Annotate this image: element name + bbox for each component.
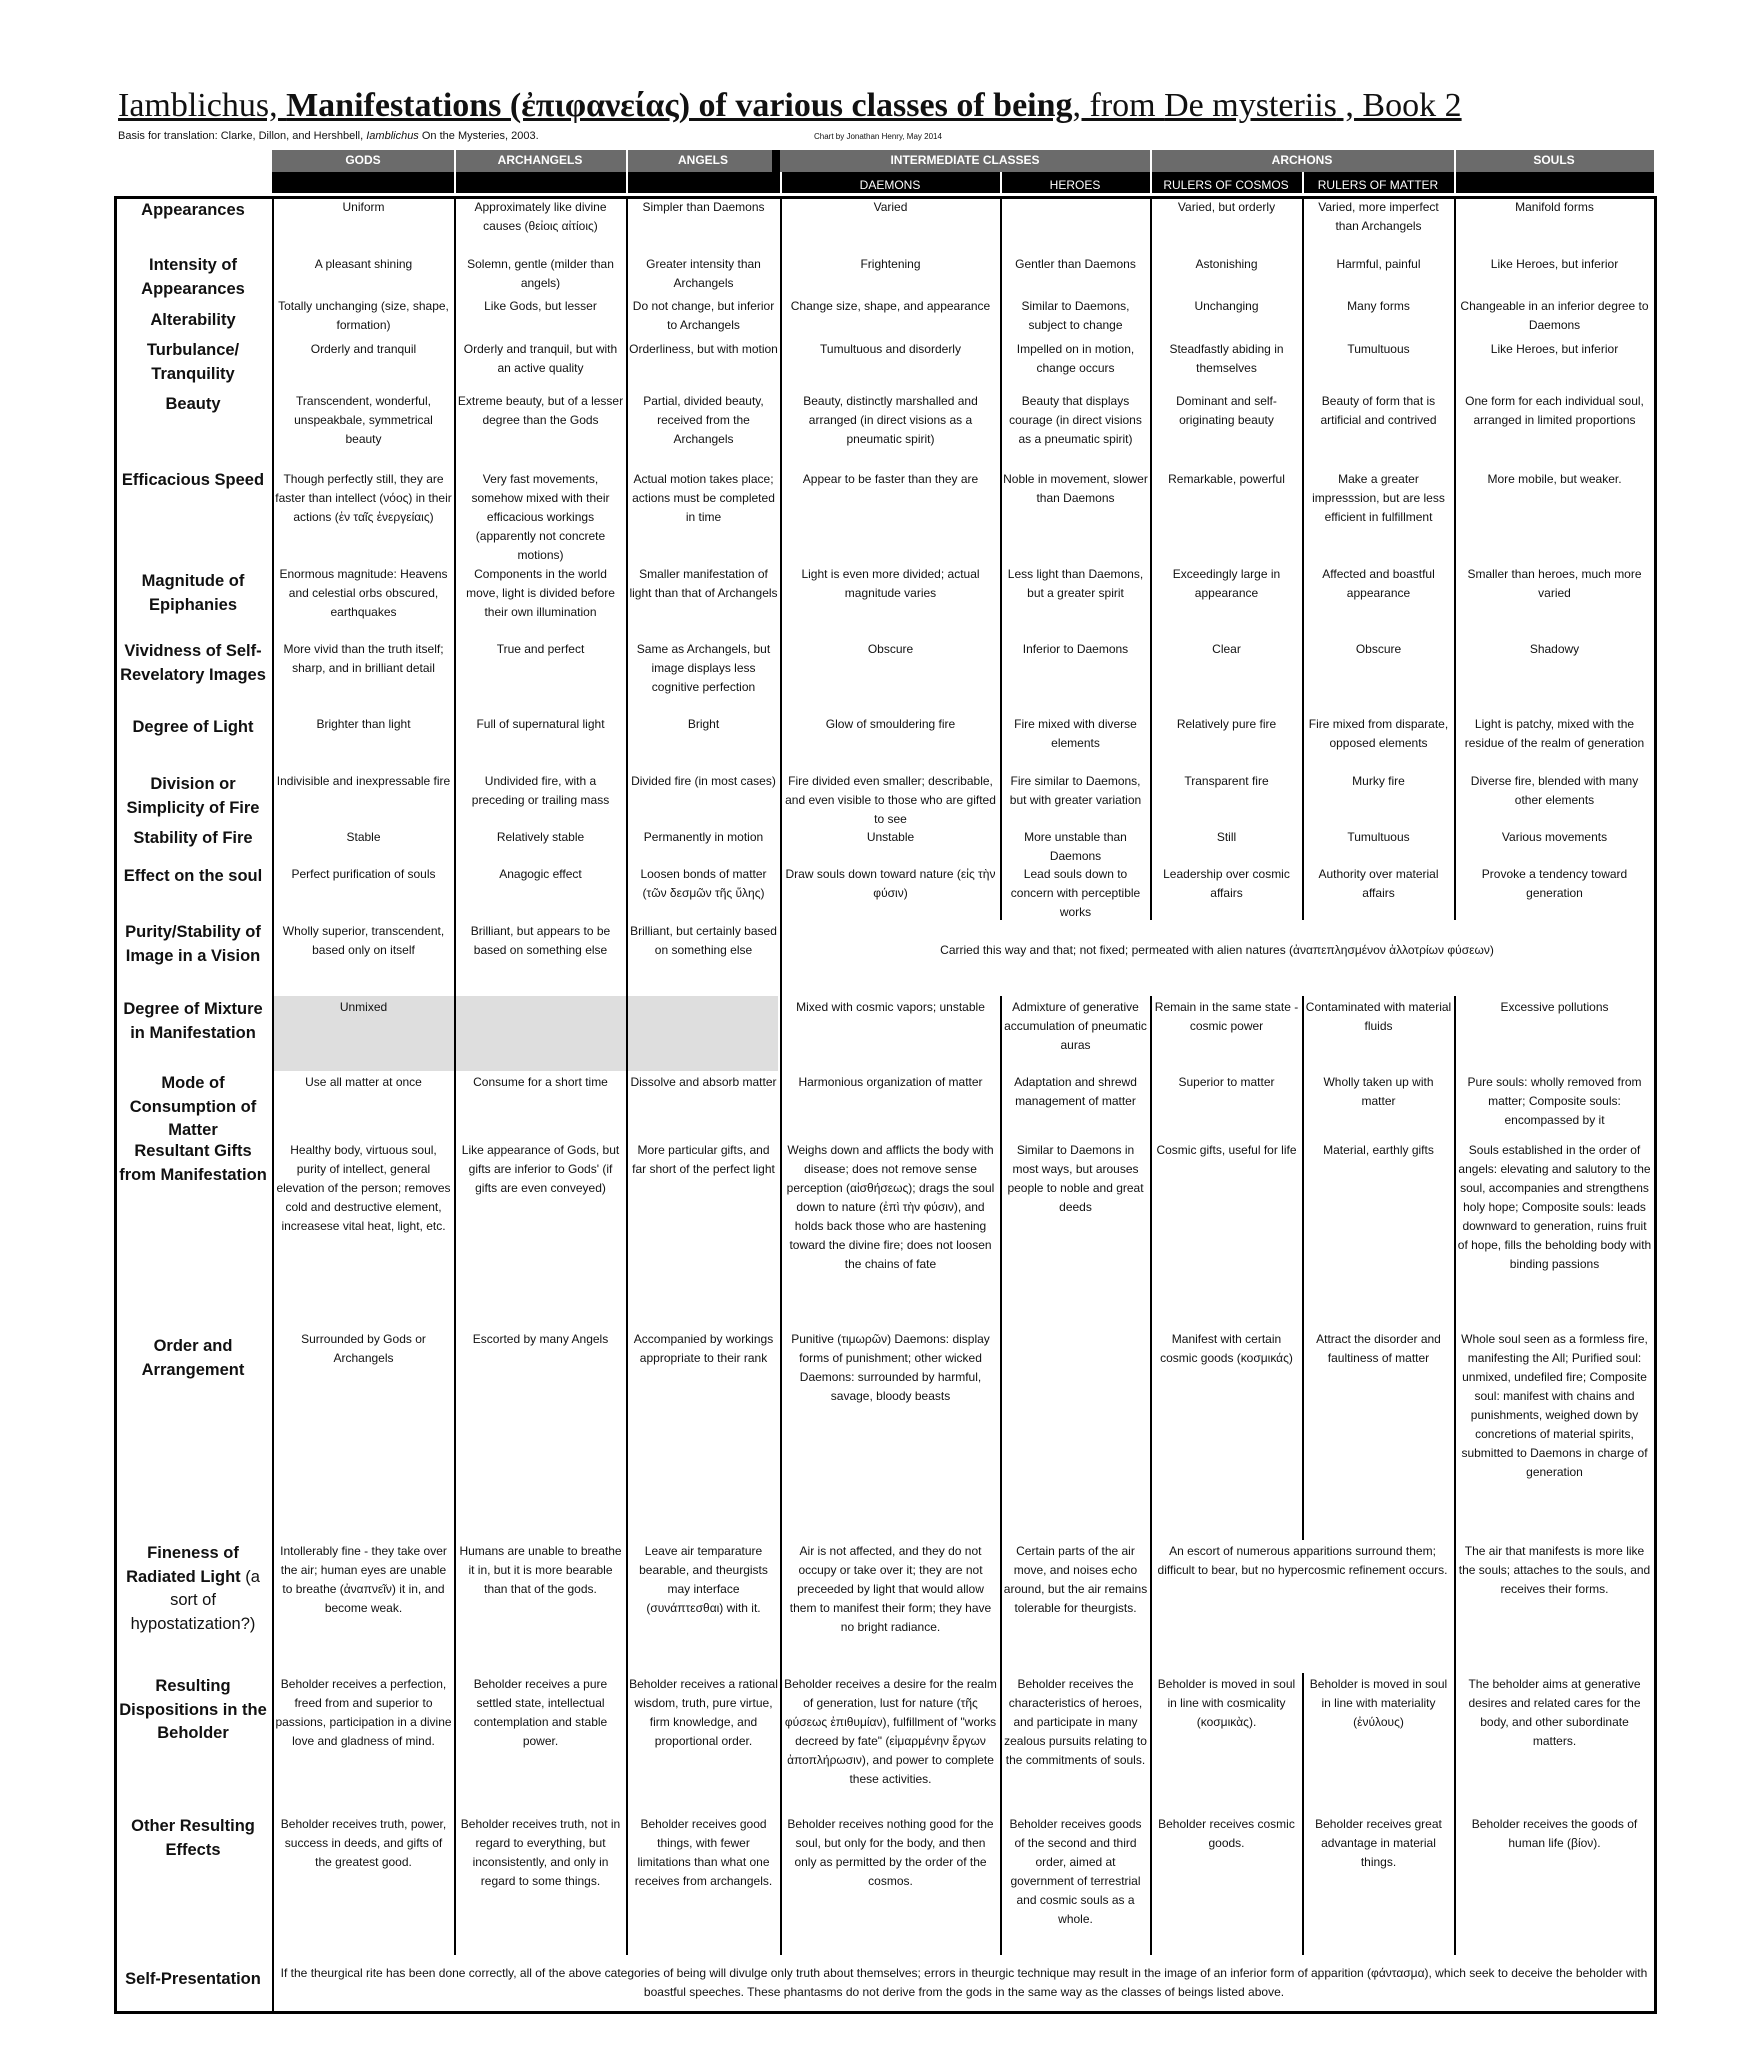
cell-heroes: Admixture of generative accumulation of pneumatic auras	[1004, 1000, 1147, 1052]
cell-gods: Transcendent, wonderful, unspeakbale, symmetrical beauty	[294, 394, 433, 446]
cell-rulers-of-cosmos: Varied, but orderly	[1177, 200, 1276, 214]
cell-daemons: Varied	[873, 200, 908, 214]
cell-gods: A pleasant shining	[314, 257, 413, 271]
title-prefix: Iamblichus,	[118, 87, 287, 124]
cell-rulers-of-matter: Murky fire	[1352, 774, 1405, 788]
row-label	[116, 1542, 270, 1636]
cell-angels: Accompanied by workings appropriate to their rank	[633, 1332, 774, 1365]
cell-archangels: True and perfect	[496, 642, 585, 656]
column-header-angels: ANGELS	[677, 153, 728, 167]
column-header-intermediate: INTERMEDIATE CLASSES	[890, 153, 1040, 167]
basis-rest: On the Mysteries, 2003.	[418, 130, 539, 142]
cell-heroes: Similar to Daemons in most ways, but arouses people to noble and great deeds	[1007, 1143, 1144, 1214]
cell-archangels: Approximately like divine causes (θεἰοις αἰτίοις)	[474, 200, 607, 233]
cell-rulers-of-matter: Fire mixed from disparate, opposed elements	[1308, 717, 1449, 750]
cell-gods: Wholly superior, transcendent, based only on itself	[282, 924, 445, 957]
cell-daemons: Harmonious organization of matter	[798, 1075, 983, 1089]
cell-rulers-of-matter: Tumultuous	[1347, 342, 1410, 356]
cell-gods: More vivid than the truth itself; sharp, and in brilliant detail	[283, 642, 444, 675]
cell-souls: Whole soul seen as a formless fire, manifesting the All; Purified soul: unmixed, undefiled fire; Composite soul: manifest with chains and punishments, weighed down by concretions of material spirits, submitted to Daemons in charge of generation	[1461, 1332, 1648, 1479]
cell-souls: Like Heroes, but inferior	[1490, 342, 1619, 356]
cell-heroes: Beholder receives goods of the second and third order, aimed at government of terrestrial and cosmic souls as a whole.	[1009, 1817, 1142, 1926]
column-header-archangels: ARCHANGELS	[497, 153, 583, 167]
cell-rulers-of-cosmos: Remarkable, powerful	[1168, 472, 1285, 486]
cell-angels: Brilliant, but certainly based on something else	[630, 924, 777, 957]
cell-angels: Beholder receives good things, with fewer limitations than what one receives from archangels.	[634, 1817, 773, 1888]
cell-souls: One form for each individual soul, arranged in limited proportions	[1465, 394, 1644, 427]
cell-souls: Smaller than heroes, much more varied	[1467, 567, 1642, 600]
cell-rulers-of-matter: Beholder is moved in soul in line with materiality (ἐνύλους)	[1309, 1677, 1448, 1729]
cell-gods: Orderly and tranquil	[310, 342, 417, 356]
cell-angels: Simpler than Daemons	[642, 200, 765, 214]
row-label: Division or Simplicity of Fire	[126, 775, 260, 817]
cell-daemons: Frightening	[860, 257, 921, 271]
row-label: Mode of Consumption of Matter	[129, 1074, 257, 1139]
row-label: Order and Arrangement	[141, 1337, 245, 1379]
cell-daemons: Beauty, distinctly marshalled and arranged (in direct visions as a pneumatic spirit)	[803, 394, 978, 446]
cell-rulers-of-matter: Attract the disorder and faultiness of matter	[1316, 1332, 1441, 1365]
row-label: Intensity of Appearances	[141, 256, 245, 298]
row-label: Effect on the soul	[123, 867, 263, 885]
cell-rulers-of-cosmos: Remain in the same state - cosmic power	[1154, 1000, 1299, 1033]
row-label: Turbulance/ Tranquility	[146, 341, 240, 383]
column-rule	[1150, 1139, 1152, 1328]
cell-daemons: Light is even more divided; actual magnitude varies	[801, 567, 980, 600]
cell-heroes: Noble in movement, slower than Daemons	[1003, 472, 1148, 505]
cell-gods: Uniform	[342, 200, 385, 214]
cell-daemons: Mixed with cosmic vapors; unstable	[796, 1000, 985, 1014]
cell-angels: Dissolve and absorb matter	[630, 1075, 777, 1089]
cell-heroes: Fire similar to Daemons, but with greater variation	[1009, 774, 1142, 807]
table-border-bottom	[114, 2011, 1656, 2014]
cell-souls: The beholder aims at generative desires and related cares for the body, and other subordinate matters.	[1468, 1677, 1641, 1748]
cell-souls: Souls established in the order of angels: elevating and salutory to the soul, accompanies and strengthens holy hope; Composite souls: leads downward to generation, ruins fruit of hope, fills the beholding body with binding passions	[1457, 1143, 1652, 1271]
cell-heroes: Impelled on in motion, change occurs	[1016, 342, 1135, 375]
cell-rulers-of-matter: Affected and boastful appearance	[1322, 567, 1435, 600]
cell-rulers-of-cosmos: Still	[1216, 830, 1237, 844]
cell-angels: Same as Archangels, but image displays less cognitive perfection	[636, 642, 771, 694]
cell-rulers-of-cosmos: Unchanging	[1194, 299, 1259, 313]
column-header-souls: SOULS	[1533, 153, 1575, 167]
cell-gods: Intollerably fine - they take over the air; human eyes are unable to breathe (ἀναπνεῖν) it in, and become weak.	[280, 1544, 447, 1615]
column-header-archons: ARCHONS	[1271, 153, 1333, 167]
row-label: Vividness of Self-Revelatory Images	[120, 642, 266, 684]
cell-heroes: Adaptation and shrewd management of matter	[1014, 1075, 1137, 1108]
cell-souls: Excessive pollutions	[1500, 1000, 1609, 1014]
cell-daemons: Weighs down and afflicts the body with disease; does not remove sense perception (αἰσθήσεως); drags the soul down to nature (ἐπὶ τὴν φύσιν), and holds back those who are hastening toward the divine fire; does not loosen the chains of fate	[786, 1143, 995, 1271]
cell-souls: More mobile, but weaker.	[1487, 472, 1622, 486]
cell-angels: Bright	[687, 717, 720, 731]
cell-gods: Brighter than light	[316, 717, 411, 731]
cell-gods: Indivisible and inexpressable fire	[276, 774, 451, 788]
cell-souls: The air that manifests is more like the souls; attaches to the souls, and receives their forms.	[1458, 1544, 1651, 1596]
cell-rulers-of-cosmos: Exceedingly large in appearance	[1172, 567, 1281, 600]
cell-rulers-of-cosmos: Relatively pure fire	[1176, 717, 1277, 731]
cell-daemons: Tumultuous and disorderly	[820, 342, 961, 356]
cell-rulers-of-cosmos: Clear	[1212, 642, 1241, 656]
row-label: Magnitude of Epiphanies	[141, 572, 245, 614]
cell-heroes: More unstable than Daemons	[1024, 830, 1127, 863]
column-rule	[1000, 1328, 1002, 1540]
cell-rulers-of-matter: Beholder receives great advantage in material things.	[1315, 1817, 1442, 1869]
row-label-main: Fineness of Radiated Light	[126, 1544, 241, 1586]
cell-angels: Actual motion takes place; actions must be completed in time	[632, 472, 775, 524]
cell-souls: Various movements	[1501, 830, 1608, 844]
row-label: Degree of Light	[132, 718, 254, 736]
cell-gods: Healthy body, virtuous soul, purity of intellect, general elevation of the person; removes cold and destructive element, increasese vital heat, light, etc.	[276, 1143, 451, 1233]
cell-souls: Provoke a tendency toward generation	[1481, 867, 1628, 900]
cell-gods: Use all matter at once	[305, 1075, 422, 1089]
cell-archangels: Humans are unable to breathe it in, but it is more bearable than that of the gods.	[459, 1544, 622, 1596]
header-divider-lower	[626, 172, 628, 193]
row-label: Resulting Dispositions in the Beholder	[119, 1677, 267, 1742]
cell-rulers-of-cosmos: Leadership over cosmic affairs	[1163, 867, 1290, 900]
cell-gods: Beholder receives a perfection, freed from and superior to passions, participation in a divine love and gladness of mind.	[275, 1677, 452, 1748]
cell-daemons: Beholder receives a desire for the realm of generation, lust for nature (τῆς φύσεως ἐπιθυμίαν), fulfillment of "works decreed by fate" (εἱμαρμένην ἔργων ἀποπλήρωσιν), and power to complete these activities.	[784, 1677, 997, 1786]
cell-daemons: Appear to be faster than they are	[802, 472, 979, 486]
cell-heroes: Beholder receives the characteristics of heroes, and participate in many zealous pursuits relating to the commitments of souls.	[1004, 1677, 1147, 1767]
cell-gods: Totally unchanging (size, shape, formation)	[278, 299, 449, 332]
cell-souls: Pure souls: wholly removed from matter; Composite souls: encompassed by it	[1467, 1075, 1642, 1127]
row-label: Efficacious Speed	[121, 471, 265, 489]
cell-daemons: Obscure	[867, 642, 914, 656]
table-border-right	[1654, 196, 1657, 2014]
cell-heroes: Lead souls down to concern with perceptible works	[1010, 867, 1141, 919]
cell-rulers-of-matter: Many forms	[1347, 299, 1410, 313]
cell-span-intermediate-archons-souls: Carried this way and that; not fixed; permeated with alien natures (ἀναπεπλησμένον ἀλλοτρίων φύσεων)	[940, 943, 1494, 957]
cell-gods: Stable	[346, 830, 381, 844]
cell-rulers-of-matter: Varied, more imperfect than Archangels	[1318, 200, 1439, 233]
cell-rulers-of-cosmos: Transparent fire	[1184, 774, 1269, 788]
cell-archangels: Orderly and tranquil, but with an active quality	[463, 342, 618, 375]
cell-rulers-of-matter: Harmful, painful	[1336, 257, 1421, 271]
row-label: Degree of Mixture in Manifestation	[123, 1000, 263, 1042]
cell-rulers-of-matter: Beauty of form that is artificial and contrived	[1320, 394, 1437, 427]
cell-archangels: Escorted by many Angels	[472, 1332, 609, 1346]
column-rule	[454, 1328, 456, 1540]
basis-author: Iamblichus	[366, 130, 419, 142]
row-label: Self-Presentation	[125, 1970, 261, 1988]
cell-heroes: Similar to Daemons, subject to change	[1021, 299, 1130, 332]
cell-heroes: Inferior to Daemons	[1022, 642, 1129, 656]
cell-gods: Unmixed	[339, 1000, 388, 1014]
cell-archangels: Solemn, gentle (milder than angels)	[467, 257, 614, 290]
cell-archangels: Consume for a short time	[473, 1075, 608, 1089]
cell-rulers-of-cosmos: Beholder is moved in soul in line with cosmicality (κοσμικὰς).	[1157, 1677, 1296, 1729]
cell-archangels: Full of supernatural light	[476, 717, 605, 731]
cell-rulers-of-cosmos: Manifest with certain cosmic goods (κοσμικάς)	[1160, 1332, 1293, 1365]
row-label: Resultant Gifts from Manifestation	[119, 1142, 267, 1184]
cell-rulers-of-matter: Authority over material affairs	[1318, 867, 1439, 900]
cell-rulers-of-cosmos: Cosmic gifts, useful for life	[1156, 1143, 1297, 1157]
cell-angels: Beholder receives a rational wisdom, truth, pure virtue, firm knowledge, and proportional order.	[629, 1677, 778, 1748]
cell-rulers-of-matter: Contaminated with material fluids	[1305, 1000, 1452, 1033]
cell-archangels: Like Gods, but lesser	[484, 299, 597, 313]
title-mid: , from	[1072, 87, 1165, 124]
cell-daemons: Unstable	[866, 830, 915, 844]
column-header-heroes: HEROES	[1049, 178, 1101, 192]
row-label: Purity/Stability of Image in a Vision	[125, 923, 261, 965]
column-rule	[1000, 196, 1002, 253]
cell-daemons: Fire divided even smaller; describable, and even visible to those who are gifted to see	[785, 774, 996, 826]
cell-rulers-of-cosmos: Astonishing	[1195, 257, 1258, 271]
cell-angels: Partial, divided beauty, received from the Archangels	[643, 394, 764, 446]
column-header-daemons: DAEMONS	[859, 178, 921, 192]
cell-heroes: Gentler than Daemons	[1015, 257, 1136, 271]
row-label: Alterability	[150, 311, 236, 329]
cell-souls: Manifold forms	[1515, 200, 1594, 214]
cell-archangels: Beholder receives a pure settled state, intellectual contemplation and stable power.	[473, 1677, 608, 1748]
cell-angels: Do not change, but inferior to Archangels	[632, 299, 775, 332]
cell-souls: Changeable in an inferior degree to Daemons	[1460, 299, 1649, 332]
column-rule	[272, 1955, 274, 2011]
cell-archangels: Anagogic effect	[499, 867, 582, 881]
cell-gods: Enormous magnitude: Heavens and celestial orbs obscured, earthquakes	[279, 567, 448, 619]
column-rule	[626, 996, 628, 1071]
chart-credit: Chart by Jonathan Henry, May 2014	[814, 132, 942, 141]
cell-souls: Diverse fire, blended with many other elements	[1470, 774, 1639, 807]
cell-archangels: Beholder receives truth, not in regard to everything, but inconsistently, and only in regard to some things.	[460, 1817, 621, 1888]
cell-rulers-of-matter: Tumultuous	[1347, 830, 1410, 844]
cell-archangels: Like appearance of Gods, but gifts are inferior to Gods' (if gifts are even conveyed)	[461, 1143, 620, 1195]
cell-souls: Light is patchy, mixed with the residue of the realm of generation	[1464, 717, 1645, 750]
header-divider-lower	[454, 172, 456, 193]
column-header-rulers-matter: RULERS OF MATTER	[1317, 178, 1439, 192]
cell-gods: Though perfectly still, they are faster than intellect (νόος) in their actions (ἐν ταῖς ἐνεργείαις)	[275, 472, 452, 524]
cell-heroes: Fire mixed with diverse elements	[1014, 717, 1137, 750]
cell-daemons: Punitive (τιμωρῶν) Daemons: display forms of punishment; other wicked Daemons: surrounded by harmful, savage, bloody beasts	[791, 1332, 990, 1403]
cell-heroes: Certain parts of the air move, and noises echo around, but the air remains tolerable for theurgists.	[1003, 1544, 1148, 1615]
cell-rulers-of-cosmos: Steadfastly abiding in themselves	[1169, 342, 1284, 375]
cell-rulers-of-cosmos: Dominant and self-originating beauty	[1176, 394, 1277, 427]
cell-rulers-of-matter: Wholly taken up with matter	[1323, 1075, 1434, 1108]
cell-angels: Smaller manifestation of light than that of Archangels	[629, 567, 778, 600]
cell-rulers-of-cosmos: Superior to matter	[1178, 1075, 1275, 1089]
cell-daemons: Change size, shape, and appearance	[790, 299, 991, 313]
cell-rulers-of-matter: Make a greater impresssion, but are less efficient in fulfillment	[1312, 472, 1445, 524]
row-label: Beauty	[165, 395, 221, 413]
cell-rulers-of-matter: Material, earthly gifts	[1323, 1143, 1434, 1157]
column-header-gods: GODS	[345, 153, 381, 167]
cell-angels: Orderliness, but with motion	[629, 342, 778, 356]
cell-gods: Perfect purification of souls	[291, 867, 436, 881]
cell-gods: Surrounded by Gods or Archangels	[301, 1332, 426, 1365]
cell-archangels: Extreme beauty, but of a lesser degree than the Gods	[457, 394, 624, 427]
cell-heroes: Less light than Daemons, but a greater spirit	[1007, 567, 1144, 600]
basis-label: Basis for translation: Clarke, Dillon, and Hershbell,	[118, 130, 367, 142]
cell-daemons: Air is not affected, and they do not occupy or take over it; they are not preceeded by light that would allow them to manifest their form; they have no bright radiance.	[789, 1544, 992, 1634]
title-work: De mysteriis	[1164, 87, 1337, 124]
self-presentation-text: If the theurgical rite has been done correctly, all of the above categories of being will divulge only truth about themselves; errors in theurgic technique may result in the image of an inferior form of apparition (φάντασμα), which seek to deceive the beholder with boastful speeches. These phantasms do not derive from the gods in the same way as the classes of beings listed above.	[280, 1966, 1648, 1999]
cell-span-archons: An escort of numerous apparitions surround them; difficult to bear, but no hypercosmic refinement occurs.	[1157, 1544, 1448, 1577]
cell-rulers-of-matter: Obscure	[1355, 642, 1402, 656]
cell-archangels: Brilliant, but appears to be based on something else	[470, 924, 611, 957]
cell-daemons: Beholder receives nothing good for the soul, but only for the body, and then only as permitted by the order of the cosmos.	[787, 1817, 994, 1888]
cell-angels: More particular gifts, and far short of the perfect light	[632, 1143, 775, 1176]
cell-angels: Leave air temparature bearable, and theurgists may interface (συνάπτεσθαι) with it.	[639, 1544, 768, 1615]
cell-daemons: Draw souls down toward nature (εἰς τὴν φύσιν)	[785, 867, 996, 900]
cell-archangels: Relatively stable	[496, 830, 585, 844]
cell-archangels: Components in the world move, light is divided before their own illumination	[466, 567, 615, 619]
row-label: Appearances	[141, 201, 245, 219]
cell-souls: Shadowy	[1529, 642, 1580, 656]
row-label: Other Resulting Effects	[131, 1817, 255, 1859]
cell-angels: Permanently in motion	[643, 830, 764, 844]
title-suffix: , Book 2	[1336, 87, 1462, 124]
cell-daemons: Glow of smouldering fire	[825, 717, 956, 731]
cell-angels: Loosen bonds of matter (τῶν δεσμῶν τῆς ὕλης)	[640, 867, 767, 900]
row-label: Stability of Fire	[133, 829, 253, 847]
cell-heroes: Beauty that displays courage (in direct visions as a pneumatic spirit)	[1009, 394, 1142, 446]
cell-archangels: Undivided fire, with a preceding or trailing mass	[471, 774, 610, 807]
cell-souls: Like Heroes, but inferior	[1490, 257, 1619, 271]
cell-souls: Beholder receives the goods of human life (βίον).	[1471, 1817, 1638, 1850]
row-label-note: (a sort of hypostatization?)	[130, 1567, 260, 1633]
column-rule	[454, 996, 456, 1071]
cell-archangels: Very fast movements, somehow mixed with their efficacious workings (apparently not concrete motions)	[471, 472, 610, 562]
column-rule	[1302, 1139, 1304, 1328]
cell-angels: Divided fire (in most cases)	[631, 774, 776, 788]
cell-angels: Greater intensity than Archangels	[646, 257, 761, 290]
column-header-rulers-cosmos: RULERS OF COSMOS	[1163, 178, 1289, 192]
title-main: Manifestations (ἐπιφανείας) of various classes of being	[286, 87, 1073, 124]
header-divider-lower	[1454, 172, 1456, 193]
cell-gods: Beholder receives truth, power, success in deeds, and gifts of the greatest good.	[280, 1817, 447, 1869]
cell-rulers-of-cosmos: Beholder receives cosmic goods.	[1158, 1817, 1295, 1850]
